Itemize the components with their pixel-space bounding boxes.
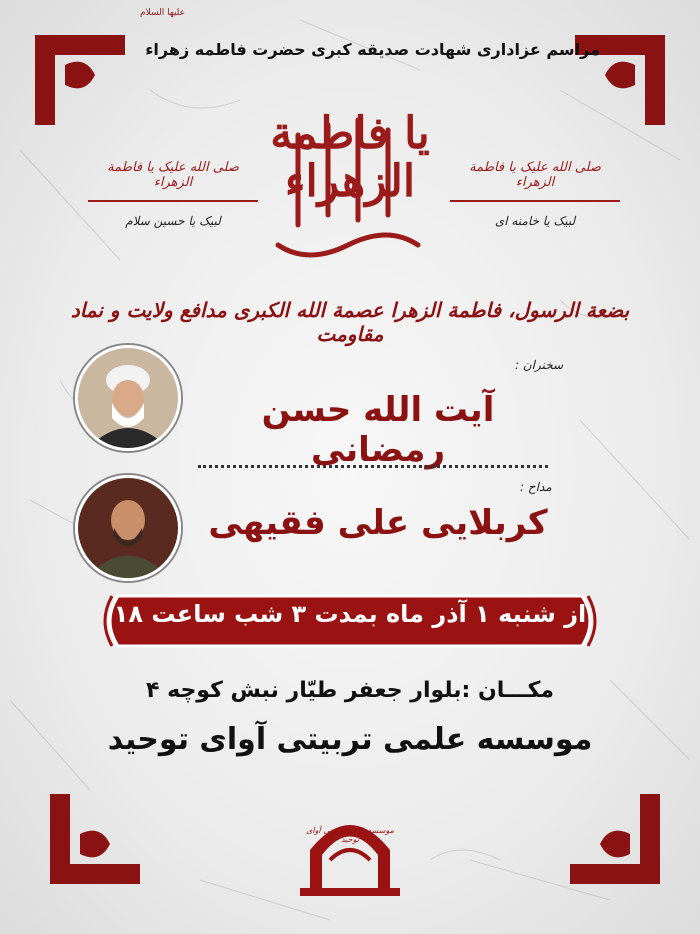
right-salutation: صلی الله علیک یا فاطمة الزهراء xyxy=(469,160,601,190)
location-text: مکـــان :بلوار جعفر طیّار نبش کوچه ۴ xyxy=(146,678,554,703)
speaker-name: آیت الله حسن رمضانی xyxy=(261,390,495,470)
left-salutation: صلی الله علیک یا فاطمة الزهراء xyxy=(107,160,239,190)
eulogist-role-label: مداح : xyxy=(520,480,552,494)
left-divider xyxy=(88,200,258,202)
speaker-role-label: سخنران : xyxy=(515,358,564,372)
ceremony-title: مراسم عزاداری شهادت صدیقه کبری حضرت فاطمه زهراء xyxy=(145,40,600,59)
schedule-text: از شنبه ۱ آذر ماه بمدت ۳ شب ساعت ۱۸ xyxy=(113,600,587,628)
institute-name: موسسه علمی تربیتی آوای توحید xyxy=(107,722,593,757)
right-caption: لبیک یا خامنه ای xyxy=(494,214,576,228)
calligraphy-flourish xyxy=(258,95,442,265)
right-divider xyxy=(450,200,620,202)
dotted-divider xyxy=(198,465,548,468)
eulogist-avatar xyxy=(75,475,181,581)
institute-logo xyxy=(290,800,410,900)
subtitle-calligraphy: بضعة الرسول، فاطمة الزهرا عصمة الله الکبری مدافع ولایت و نماد مقاومت xyxy=(70,298,630,346)
corner-ornament-top-left xyxy=(25,25,135,135)
speaker-avatar xyxy=(75,345,181,451)
corner-ornament-bottom-left xyxy=(40,784,150,894)
left-caption: لبیک یا حسین سلام xyxy=(125,214,221,228)
eulogist-name: کربلایی علی فقیهی xyxy=(208,503,548,543)
seal-text: علیها السلام xyxy=(140,8,186,18)
logo-text: موسسه علمی تربیتی آوای توحید xyxy=(306,826,394,844)
speaker-portrait-icon xyxy=(78,348,178,448)
corner-ornament-bottom-right xyxy=(560,784,670,894)
main-calligraphy: یا فاطمة الزهراء xyxy=(270,108,430,208)
eulogist-portrait-icon xyxy=(78,478,178,578)
